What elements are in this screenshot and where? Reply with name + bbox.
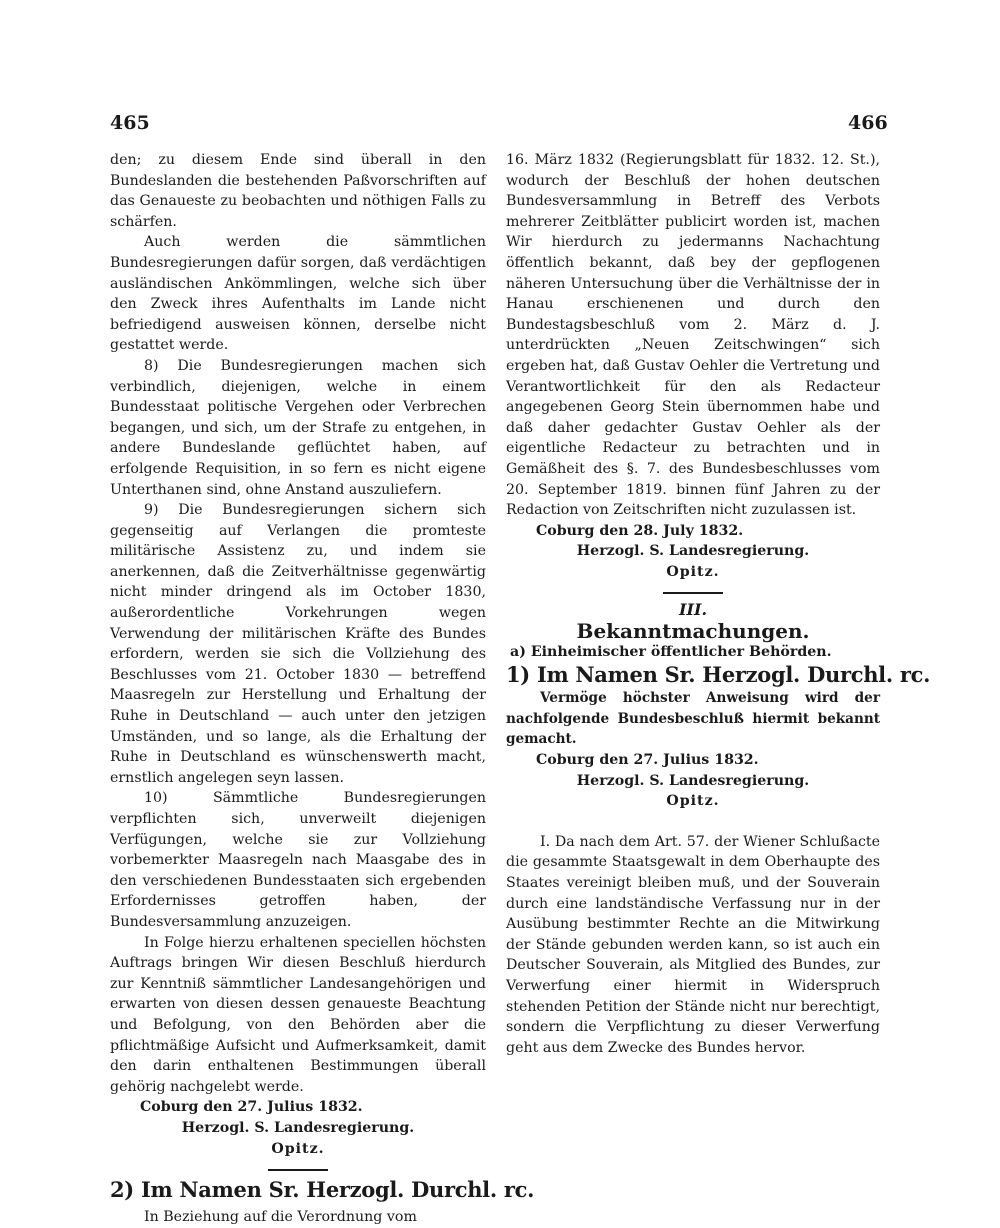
left-paragraph-2: Auch werden die sämmtlichen Bundesregierungen dafür sorgen, daß verdächtigen ausländischen Ankömmlingen, welche sich über den Zweck ihres Aufenthalts im Lande nicht befriedigend ausweisen können, derselbe nicht gestattet werde. (110, 234, 486, 354)
right-place-date-1: Coburg den 28. July 1832. (536, 522, 744, 539)
right-separator (663, 592, 723, 594)
left-heading: 2) Im Namen Sr. Herzogl. Durchl. rc. (110, 1177, 535, 1203)
right-paragraph-1: 16. März 1832 (Regierungsblatt für 1832. 12. St.), wodurch der Beschluß der hohen deutschen Bundesversammlung in Betreff des Verbots mehrerer Zeitblätter publicirt worden ist, machen Wir hierdurch zu jedermanns Nachachtung öffentlich bekannt, daß bey der gepflogenen näheren Untersuchung über die Verhältnisse der in Hanau erschienenen und durch den Bundestagsbeschluß vom 2. März d. J. unterdrückten „Neuen Zeitschwingen“ sich ergeben hat, daß Gustav Oehler die Vertretung und Verantwortlichkeit für den als Redacteur angegebenen Georg Stein übernommen habe und daß daher gedachter Gustav Oehler als der eigentliche Redacteur zu betrachten und in Gemäßheit des §. 7. des Bundesbeschlusses vom 20. September 1819. binnen fünf Jahren zu der Redaction von Zeitschriften nicht zuzulassen ist. (506, 152, 880, 519)
right-signer-1: Opitz. (666, 563, 720, 580)
page-number-right: 466 (848, 112, 888, 134)
section-title: Bekanntmachungen. (576, 619, 810, 644)
left-authority: Herzogl. S. Landesregierung. (181, 1119, 415, 1136)
left-paragraph-4: 9) Die Bundesregierungen sichern sich gegenseitig auf Verlangen die promteste militärische Assistenz zu, und indem sie anerkennen, daß die Zeitverhältnisse gegenwärtig nicht minder dringend als im October 1830, außerordentliche Vorkehrungen wegen Verwendung der militärischen Kräfte des Bundes erfordern, werden sie sich die Vollziehung des Beschlusses vom 21. October 1830 — betreffend Maasregeln zur Herstellung und Erhaltung der Ruhe in Deutschland — auch unter den jetzigen Umständen, und so lange, als die Erhaltung der Ruhe in Deutschland es wünschenswerth macht, ernstlich angelegen seyn lassen. (110, 502, 486, 786)
left-column (110, 150, 535, 1228)
page-number-left: 465 (110, 112, 150, 134)
right-preamble: Vermöge höchster Anweisung wird der nachfolgende Bundesbeschluß hiermit bekannt gemacht. (506, 690, 880, 748)
left-paragraph-6: In Folge hierzu erhaltenen speciellen höchsten Auftrags bringen Wir diesen Beschluß hierdurch zur Kenntniß sämmtlicher Landesangehörigen und erwarten von diesen dessen genaueste Beachtung und Befolgung, von den Behörden aber die pflichtmäßige Aufsicht und Aufmerksamkeit, damit den darin enthaltenen Bestimmungen überall gehörig nachgelebt werde. (110, 934, 486, 1095)
subsection-title: a) Einheimischer öffentlicher Behörden. (510, 643, 832, 660)
left-paragraph-1: den; zu diesem Ende sind überall in den Bundeslanden die bestehenden Paßvorschriften auf das Genaueste zu beobachten und nöthigen Falls zu schärfen. (110, 152, 486, 230)
right-place-date-2: Coburg den 27. Julius 1832. (536, 752, 759, 769)
right-column (506, 150, 931, 1058)
right-authority-1: Herzogl. S. Landesregierung. (576, 543, 810, 560)
right-signer-2: Opitz. (666, 793, 720, 810)
right-authority-2: Herzogl. S. Landesregierung. (576, 772, 810, 789)
right-heading: 1) Im Namen Sr. Herzogl. Durchl. rc. (506, 662, 931, 688)
left-signer: Opitz. (271, 1140, 325, 1157)
left-paragraph-5: 10) Sämmtliche Bundesregierungen verpflichten sich, unverweilt diejenigen Verfügungen, welche sie zur Vollziehung vorbemerkter Maasregeln nach Maasgabe des in den verschiedenen Bundesstaaten sich ergebenden Erfordernisses getroffen haben, der Bundesversammlung anzuzeigen. (110, 790, 486, 930)
left-place-date: Coburg den 27. Julius 1832. (140, 1099, 363, 1116)
section-roman-numeral: III. (678, 600, 708, 620)
right-paragraph-2: I. Da nach dem Art. 57. der Wiener Schlußacte die gesammte Staatsgewalt in dem Oberhaupte des Staates vereinigt bleiben muß, und der Souverain durch eine landständische Verfassung nur in der Ausübung bestimmter Rechte an die Mitwirkung der Stände gebunden werden kann, so ist auch ein Deutscher Souverain, als Mitglied des Bundes, zur Verwerfung einer hiermit in Widerspruch stehenden Petition der Stände nicht nur berechtigt, sondern die Verpflichtung zu dieser Verwerfung geht aus dem Zwecke des Bundes hervor. (506, 833, 880, 1056)
left-paragraph-3: 8) Die Bundesregierungen machen sich verbindlich, diejenigen, welche in einem Bundesstaat politische Vergehen oder Verbrechen begangen, und sich, um der Strafe zu entgehen, in andere Bundeslande geflüchtet haben, auf erfolgende Requisition, in so fern es nicht eigene Unterthanen sind, ohne Anstand auszuliefern. (110, 357, 486, 498)
left-separator (268, 1169, 328, 1171)
left-last-line: In Beziehung auf die Verordnung vom (144, 1209, 417, 1226)
